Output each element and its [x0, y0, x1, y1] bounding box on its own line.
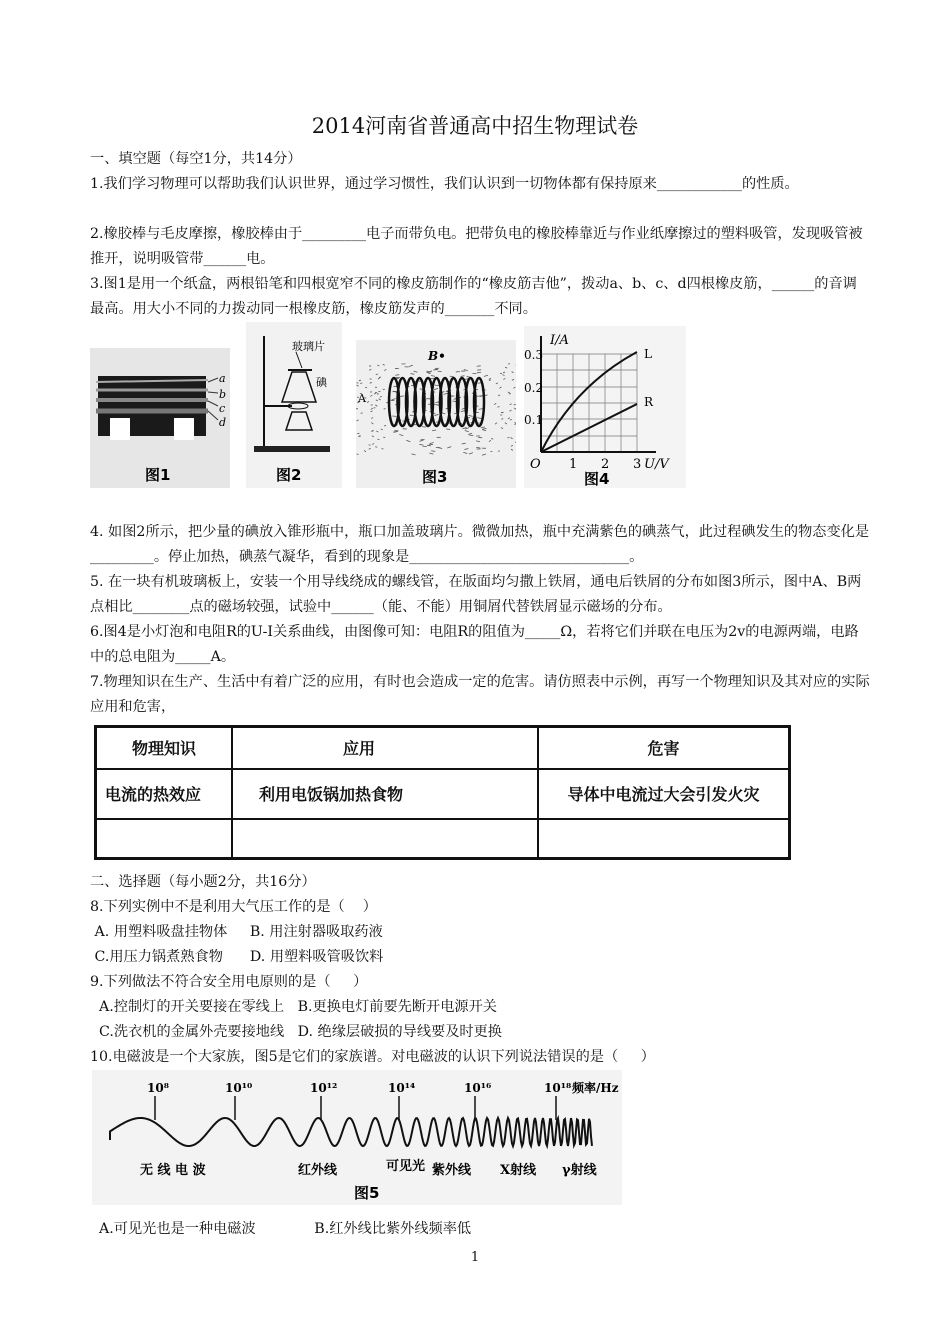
answer-cell-application[interactable]: [232, 819, 538, 859]
question-2: 2.橡胶棒与毛皮摩擦，橡胶棒由于_________电子而带负电。把带负电的橡胶棒靠近与作业纸摩擦过的塑料吸管，发现吸管被推开，说明吸管带______电。: [90, 226, 863, 267]
table-cell: 电流的热效应: [96, 769, 233, 819]
band-label-d: d: [219, 416, 227, 429]
iodine-label: 碘: [316, 376, 327, 389]
freq-10-16: 10¹⁶: [464, 1081, 492, 1095]
band-xray: X射线: [500, 1163, 537, 1178]
band-label-b: b: [219, 388, 227, 401]
question-9-options-ab: A.控制灯的开关要接在零线上 B.更换电灯前要先断开电源开关: [90, 999, 497, 1015]
question-8-options-ab: A. 用塑料吸盘挂物体 B. 用注射器吸取药液: [90, 924, 383, 940]
table-header: 物理知识: [96, 727, 233, 769]
page-title: 2014河南省普通高中招生物理试卷: [311, 114, 639, 138]
freq-10-12: 10¹²: [310, 1081, 338, 1095]
question-8: 8.下列实例中不是利用大气压工作的是（ ）: [90, 899, 377, 915]
question-8-options-cd: C.用压力锅煮熟食物 D. 用塑料吸管吸饮料: [90, 949, 384, 965]
curve-r-label: R: [644, 395, 654, 409]
band-radio: 无 线 电 波: [140, 1163, 206, 1178]
question-9-options-cd: C.洗衣机的金属外壳要接地线 D. 绝缘层破损的导线要及时更换: [90, 1024, 502, 1040]
figure-1-label: 图1: [145, 466, 171, 484]
x-tick-2: 2: [601, 457, 610, 472]
page-number: 1: [470, 1250, 480, 1265]
band-visible: 可见光: [386, 1159, 426, 1174]
figure-4: [524, 326, 686, 488]
table-header-row: [96, 727, 790, 769]
band-ultraviolet: 紫外线: [432, 1163, 472, 1178]
freq-unit: 频率/Hz: [572, 1081, 619, 1095]
question-10-options-ab: A.可见光也是一种电磁波 B.红外线比紫外线频率低: [90, 1221, 472, 1237]
freq-10-14: 10¹⁴: [388, 1081, 416, 1095]
table-row-empty: [96, 819, 790, 859]
table-row: [96, 769, 790, 819]
figure-4-label: 图4: [584, 470, 610, 488]
figure-5-label: 图5: [354, 1184, 380, 1202]
u-i-graph: [524, 326, 686, 488]
y-tick-02: 0.2: [524, 381, 544, 395]
y-tick-01: 0.1: [524, 413, 544, 427]
table-cell: 导体中电流过大会引发火灾: [538, 769, 790, 819]
iodine-flask-illustration: [246, 322, 342, 488]
figure-5: [92, 1070, 622, 1205]
section-1-heading: 一、填空题（每空1分，共14分）: [90, 151, 302, 167]
table-header: 应用: [232, 727, 538, 769]
table-header: 危害: [538, 727, 790, 769]
freq-10-10: 10¹⁰: [225, 1081, 253, 1095]
question-3: 3.图1是用一个纸盒，两根铅笔和四根宽窄不同的橡皮筋制作的“橡皮筋吉他”，拨动a、b、c、d四根橡皮筋，______的音调最高。用大小不同的力拨动同一根橡皮筋，橡皮筋发声的_______不同。: [90, 276, 857, 317]
band-infrared: 红外线: [298, 1163, 338, 1178]
solenoid-filings-illustration: [356, 340, 516, 488]
question-5: 5. 在一块有机玻璃板上，安装一个用导线绕成的螺线管，在版面均匀撒上铁屑，通电后铁屑的分布如图3所示，图中A、B两点相比________点的磁场较强，试验中______（能、不能）用铜屑代替铁屑显示磁场的分布。: [90, 574, 862, 615]
x-tick-3: 3: [633, 457, 642, 472]
table-cell: 利用电饭锅加热食物: [232, 769, 538, 819]
figure-1: [90, 348, 230, 488]
question-7: 7.物理知识在生产、生活中有着广泛的应用，有时也会造成一定的危害。请仿照表中示例，再写一个物理知识及其对应的实际应用和危害，: [90, 674, 870, 715]
origin-label: O: [530, 457, 541, 472]
band-label-a: a: [219, 372, 226, 385]
freq-10-18: 10¹⁸: [544, 1081, 572, 1095]
rubber-band-guitar-illustration: [90, 348, 230, 488]
question-6: 6.图4是小灯泡和电阻R的U-I关系曲线，由图像可知：电阻R的阻值为_____Ω，若将它们并联在电压为2v的电源两端，电路中的总电阻为_____A。: [90, 624, 859, 665]
curve-l-label: L: [644, 347, 652, 361]
question-9: 9.下列做法不符合安全用电原则的是（ ）: [90, 974, 368, 990]
point-b-label: B•: [428, 349, 446, 363]
section-2-heading: 二、选择题（每小题2分，共16分）: [90, 874, 316, 890]
figure-3-label: 图3: [422, 468, 448, 486]
answer-cell-knowledge[interactable]: [96, 819, 233, 859]
band-gamma: γ射线: [562, 1163, 597, 1178]
figure-3: [356, 340, 516, 488]
y-axis-label: I/A: [550, 333, 569, 348]
band-label-c: c: [219, 402, 226, 415]
electromagnetic-spectrum-diagram: [92, 1070, 622, 1205]
point-a-label: A: [358, 392, 366, 405]
figure-2: [246, 322, 342, 488]
x-axis-label: U/V: [644, 457, 669, 472]
figure-2-label: 图2: [276, 466, 302, 484]
x-tick-1: 1: [569, 457, 578, 472]
question-10: 10.电磁波是一个大家族，图5是它们的家族谱。对电磁波的认识下列说法错误的是（ ）: [90, 1049, 655, 1065]
physics-knowledge-table: [94, 725, 791, 860]
freq-10-8: 10⁸: [147, 1081, 169, 1095]
question-4: 4. 如图2所示，把少量的碘放入锥形瓶中，瓶口加盖玻璃片。微微加热，瓶中充满紫色的碘蒸气，此过程碘发生的物态变化是_________。停止加热，碘蒸气凝华，看到的现象是_______________________________。: [90, 524, 870, 565]
glass-plate-label: 玻璃片: [292, 340, 325, 353]
y-tick-03: 0.3: [524, 348, 544, 362]
answer-cell-hazard[interactable]: [538, 819, 790, 859]
question-1: 1.我们学习物理可以帮助我们认识世界，通过学习惯性，我们认识到一切物体都有保持原来____________的性质。: [90, 176, 799, 192]
